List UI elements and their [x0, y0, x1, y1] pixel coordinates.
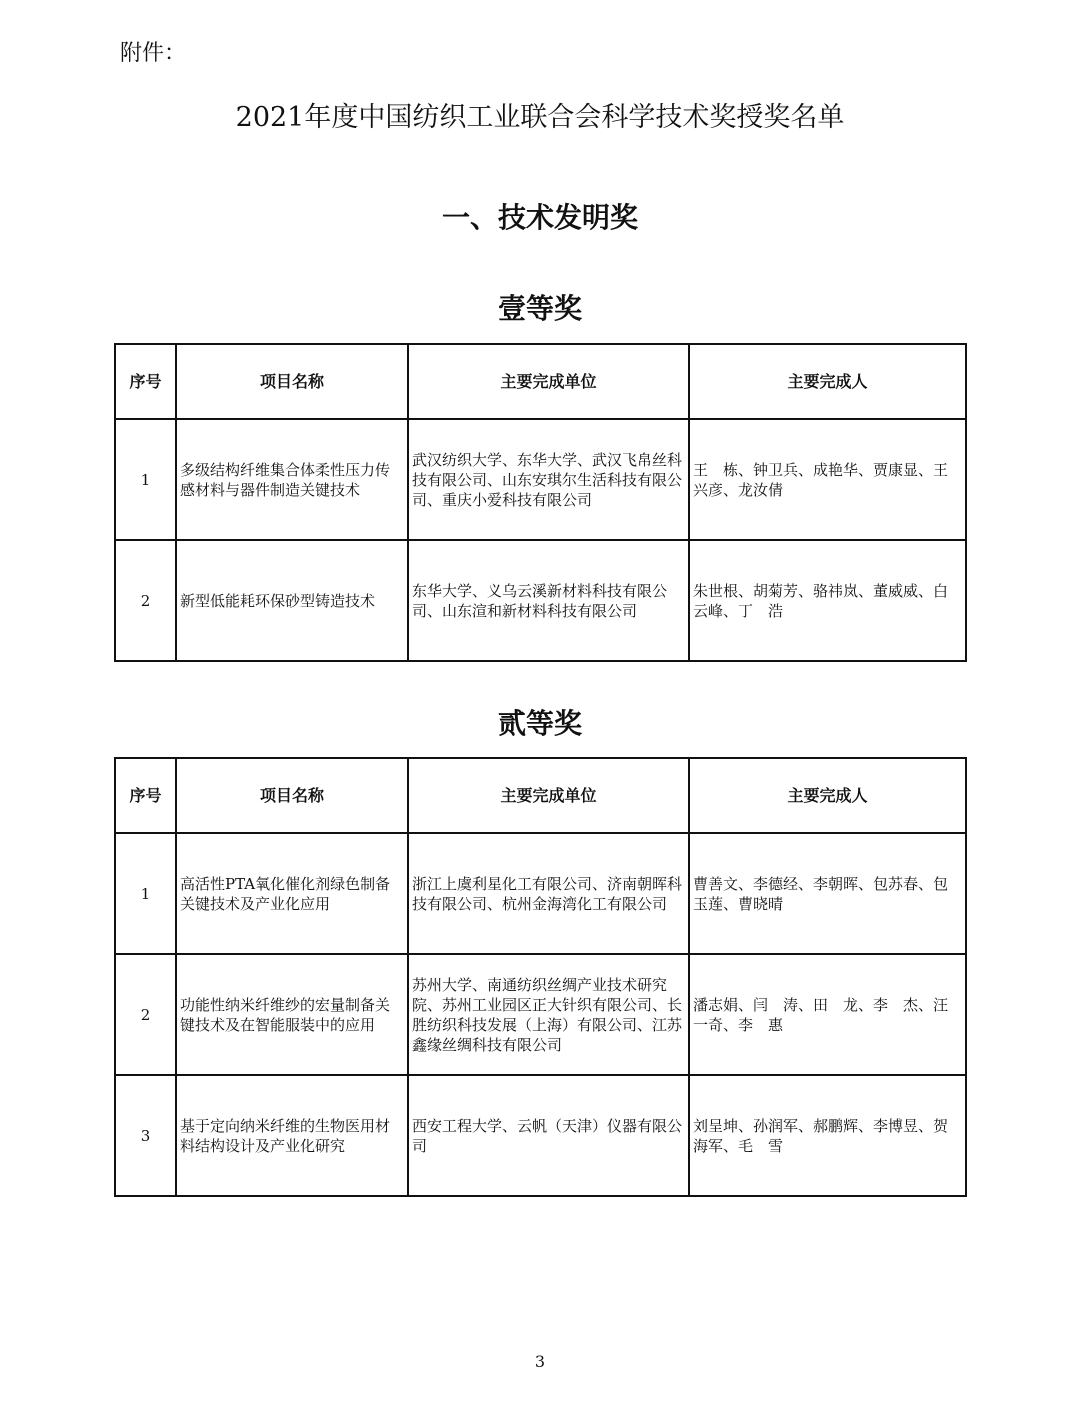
header-units: 主要完成单位	[408, 344, 689, 419]
cell-units: 苏州大学、南通纺织丝绸产业技术研究院、苏州工业园区正大针织有限公司、长胜纺织科技发展（上海）有限公司、江苏鑫缘丝绸科技有限公司	[408, 954, 689, 1075]
cell-no: 1	[115, 419, 176, 540]
cell-people: 曹善文、李德经、李朝晖、包苏春、包玉莲、曹晓晴	[689, 833, 966, 954]
cell-units: 东华大学、义乌云溪新材料科技有限公司、山东渲和新材料科技有限公司	[408, 540, 689, 661]
attachment-label: 附件：	[120, 41, 187, 66]
cell-no: 1	[115, 833, 176, 954]
cell-people: 潘志娟、闫 涛、田 龙、李 杰、汪一奇、李 惠	[689, 954, 966, 1075]
cell-units: 西安工程大学、云帆（天津）仪器有限公司	[408, 1075, 689, 1196]
cell-no: 2	[115, 540, 176, 661]
cell-project: 功能性纳米纤维纱的宏量制备关键技术及在智能服装中的应用	[176, 954, 408, 1075]
grade-title-second: 贰等奖	[497, 707, 582, 740]
cell-people: 王 栋、钟卫兵、成艳华、贾康显、王兴彦、龙汝倩	[689, 419, 966, 540]
grade-title-first: 壹等奖	[497, 292, 582, 325]
header-units: 主要完成单位	[408, 758, 689, 833]
cell-no: 2	[115, 954, 176, 1075]
cell-people: 朱世根、胡菊芳、骆祎岚、董威威、白云峰、丁 浩	[689, 540, 966, 661]
cell-people: 刘呈坤、孙润军、郝鹏辉、李博昱、贺海军、毛 雪	[689, 1075, 966, 1196]
header-no: 序号	[115, 344, 176, 419]
table-row	[115, 1075, 966, 1196]
page-number: 3	[534, 1352, 546, 1371]
document-title: 2021年度中国纺织工业联合会科学技术奖授奖名单	[235, 102, 845, 133]
cell-project: 多级结构纤维集合体柔性压力传感材料与器件制造关键技术	[176, 419, 408, 540]
header-project: 项目名称	[176, 758, 408, 833]
table-row	[115, 419, 966, 540]
table-header-row	[115, 758, 966, 833]
award-table-first-prize	[114, 343, 967, 662]
table-header-row	[115, 344, 966, 419]
cell-no: 3	[115, 1075, 176, 1196]
table-row	[115, 833, 966, 954]
table-row	[115, 540, 966, 661]
cell-project: 新型低能耗环保砂型铸造技术	[176, 540, 408, 661]
cell-units: 浙江上虞利星化工有限公司、济南朝晖科技有限公司、杭州金海湾化工有限公司	[408, 833, 689, 954]
cell-project: 基于定向纳米纤维的生物医用材料结构设计及产业化研究	[176, 1075, 408, 1196]
cell-units: 武汉纺织大学、东华大学、武汉飞帛丝科技有限公司、山东安琪尔生活科技有限公司、重庆小爱科技有限公司	[408, 419, 689, 540]
award-table-second-prize	[114, 757, 967, 1197]
table-row	[115, 954, 966, 1075]
cell-project: 高活性PTA氧化催化剂绿色制备关键技术及产业化应用	[176, 833, 408, 954]
header-project: 项目名称	[176, 344, 408, 419]
header-people: 主要完成人	[689, 758, 966, 833]
section-title: 一、技术发明奖	[441, 201, 638, 234]
header-people: 主要完成人	[689, 344, 966, 419]
header-no: 序号	[115, 758, 176, 833]
